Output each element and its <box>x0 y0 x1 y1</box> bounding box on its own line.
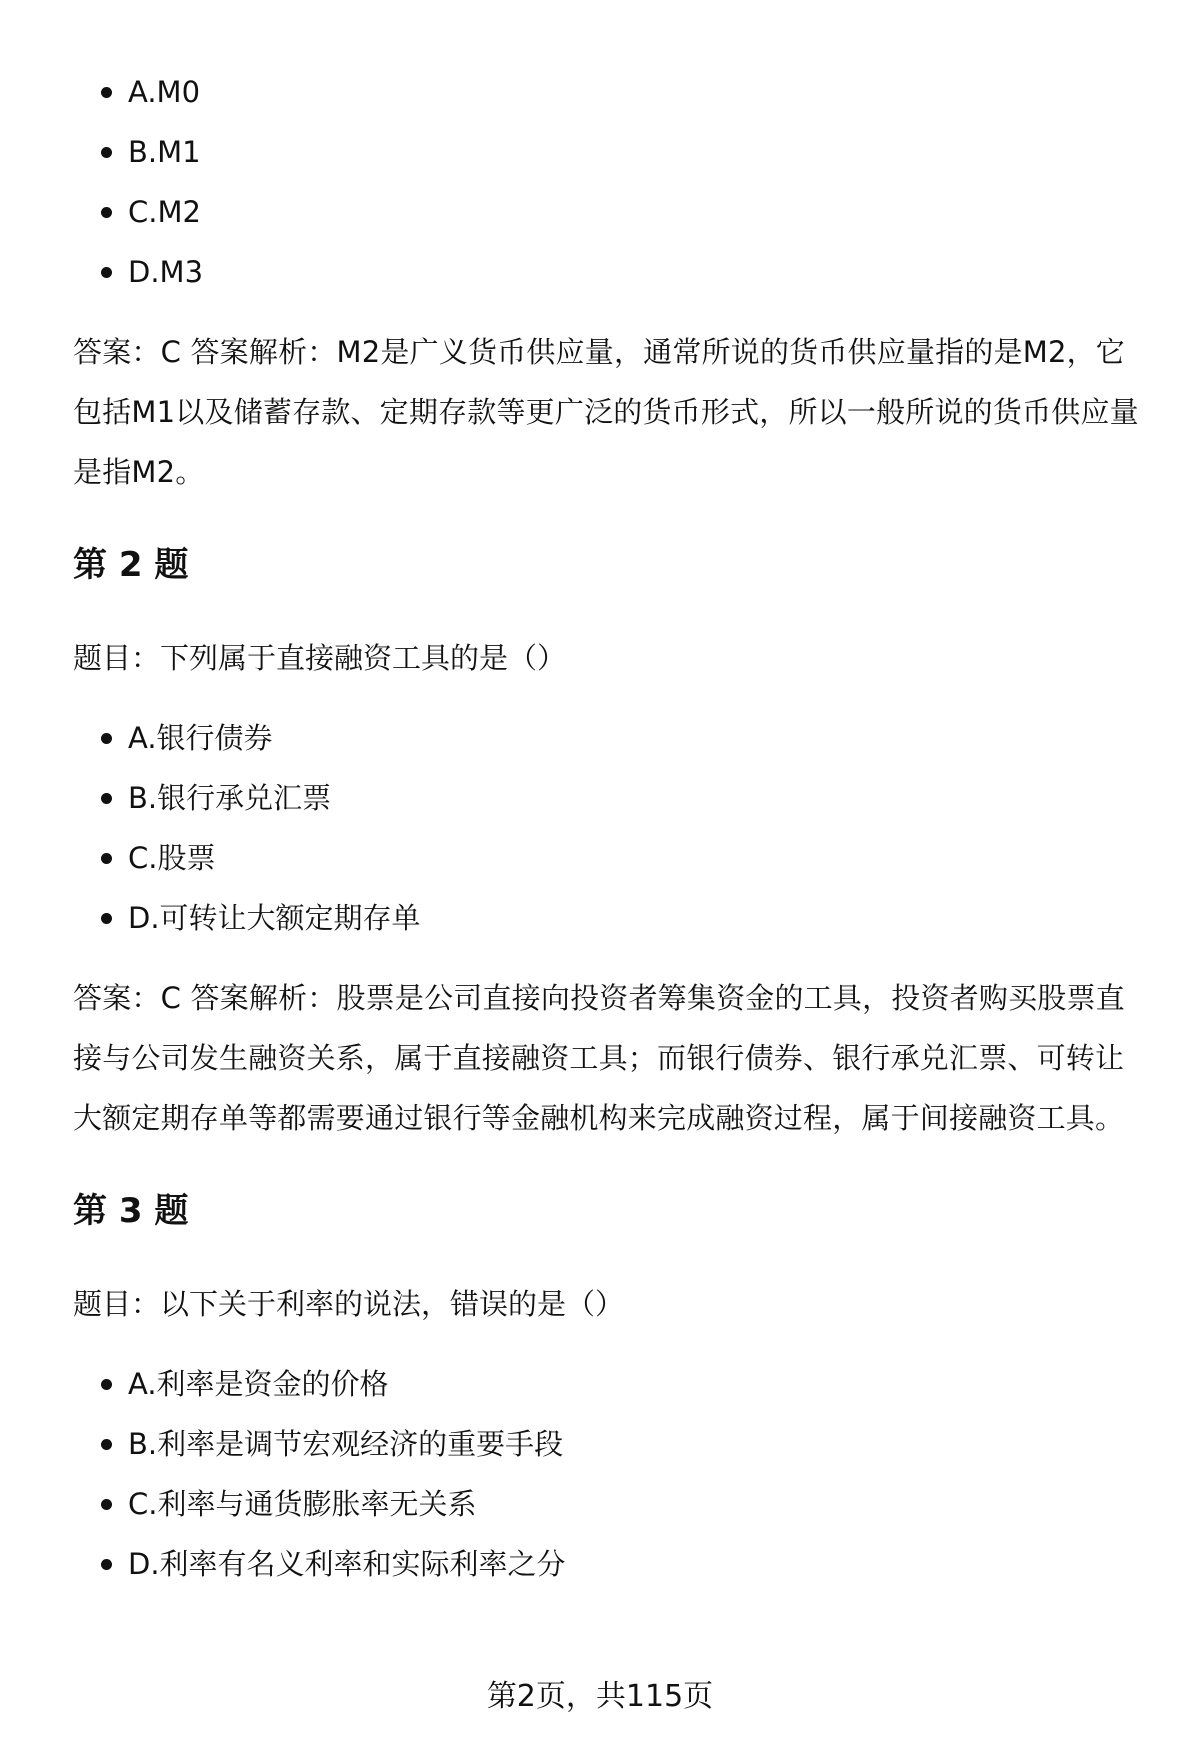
bullet-icon <box>101 913 112 924</box>
q3-heading: 第 3 题 <box>73 1191 189 1231</box>
option-text: B.利率是调节宏观经济的重要手段 <box>128 1427 564 1461</box>
q1-options <box>73 62 1143 302</box>
page-content <box>73 62 1143 1594</box>
bullet-icon <box>101 853 112 864</box>
q2-answer: 答案：C 答案解析：股票是公司直接向投资者筹集资金的工具，投资者购买股票直接与公司发生融资关系，属于直接融资工具；而银行债券、银行承兑汇票、可转让大额定期存单等都需要通过银行等金融机构来完成融资过程，属于间接融资工具。 <box>73 981 1125 1135</box>
option-text: A.银行债券 <box>128 721 273 755</box>
option-text: D.M3 <box>128 255 204 289</box>
q2-option-b <box>73 768 1143 828</box>
q1-option-d <box>73 242 1143 302</box>
q2-option-d <box>73 888 1143 948</box>
q1-answer: 答案：C 答案解析：M2是广义货币供应量，通常所说的货币供应量指的是M2，它包括M1以及储蓄存款、定期存款等更广泛的货币形式，所以一般所说的货币供应量是指M2。 <box>73 335 1139 489</box>
q3-stem: 题目：以下关于利率的说法，错误的是（） <box>73 1287 625 1321</box>
option-text: D.可转让大额定期存单 <box>128 901 421 935</box>
bullet-icon <box>101 793 112 804</box>
bullet-icon <box>101 733 112 744</box>
option-text: B.银行承兑汇票 <box>128 781 332 815</box>
option-text: A.M0 <box>128 75 201 109</box>
page-number-footer: 第2页，共115页 <box>486 1679 714 1714</box>
q3-options <box>73 1354 1143 1594</box>
q1-option-b <box>73 122 1143 182</box>
option-text: A.利率是资金的价格 <box>128 1367 389 1401</box>
q3-option-a <box>73 1354 1143 1414</box>
q2-option-c <box>73 828 1143 888</box>
q2-heading: 第 2 题 <box>73 545 189 585</box>
q2-option-a <box>73 708 1143 768</box>
option-text: D.利率有名义利率和实际利率之分 <box>128 1547 566 1581</box>
bullet-icon <box>101 1559 112 1570</box>
option-text: C.利率与通货膨胀率无关系 <box>128 1487 477 1521</box>
bullet-icon <box>101 1499 112 1510</box>
bullet-icon <box>101 147 112 158</box>
bullet-icon <box>101 207 112 218</box>
option-text: B.M1 <box>128 135 201 169</box>
q2-stem: 题目：下列属于直接融资工具的是（） <box>73 641 567 675</box>
q2-options <box>73 708 1143 948</box>
q3-option-d <box>73 1534 1143 1594</box>
bullet-icon <box>101 1439 112 1450</box>
bullet-icon <box>101 87 112 98</box>
q3-option-c <box>73 1474 1143 1534</box>
option-text: C.M2 <box>128 195 201 229</box>
bullet-icon <box>101 267 112 278</box>
q1-option-a <box>73 62 1143 122</box>
q1-option-c <box>73 182 1143 242</box>
bullet-icon <box>101 1379 112 1390</box>
option-text: C.股票 <box>128 841 216 875</box>
q3-option-b <box>73 1414 1143 1474</box>
